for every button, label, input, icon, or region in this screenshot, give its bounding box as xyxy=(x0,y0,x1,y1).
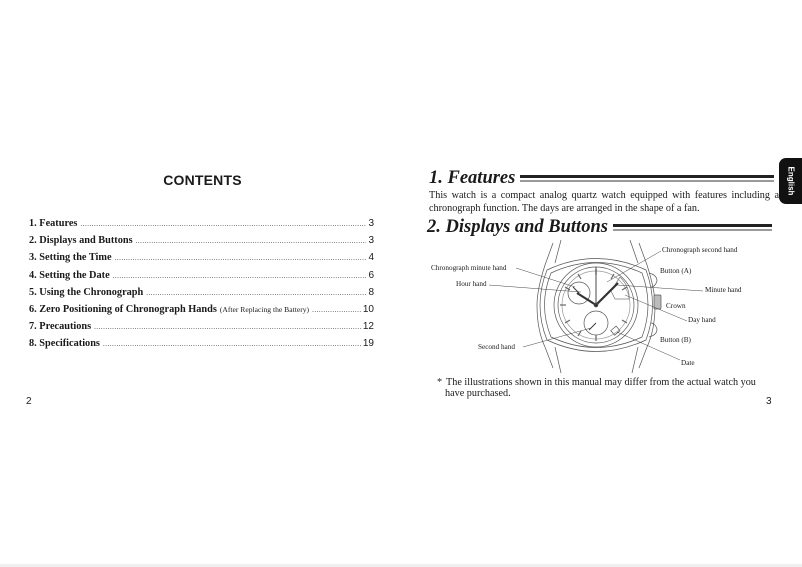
section-heading-features xyxy=(429,168,774,189)
toc-label: 1. Features xyxy=(29,218,78,229)
callout-minute-hand: Minute hand xyxy=(705,286,742,294)
heading-text: 2. Displays and Buttons xyxy=(427,217,608,237)
toc-page-number: 19 xyxy=(362,338,374,350)
contents-title: CONTENTS xyxy=(163,172,242,188)
toc-label: 4. Setting the Date xyxy=(29,269,110,281)
toc-entry-setting-the-date[interactable] xyxy=(29,270,374,287)
callout-button-a: Button (A) xyxy=(660,267,692,275)
toc-label: 7. Precautions xyxy=(29,321,92,333)
toc-entry-displays-and-buttons[interactable] xyxy=(29,235,374,252)
callout-date: Date xyxy=(681,359,695,367)
toc-leader-dots xyxy=(103,340,361,348)
toc-leader-dots xyxy=(146,289,366,297)
callout-chronograph-second-hand: Chronograph second hand xyxy=(662,246,738,254)
toc-page-number: 3 xyxy=(368,235,374,247)
toc-page-number: 10 xyxy=(362,303,374,315)
language-tab xyxy=(779,158,802,204)
toc-entry-setting-the-time[interactable] xyxy=(29,252,374,269)
toc-leader-dots xyxy=(113,272,367,280)
footnote-line-2: have purchased. xyxy=(445,388,511,399)
toc-label: 2. Displays and Buttons xyxy=(29,235,133,247)
toc-leader-dots xyxy=(94,323,361,331)
toc-label: 3. Setting the Time xyxy=(29,252,112,264)
page-number-left: 2 xyxy=(26,396,32,407)
toc-leader-dots xyxy=(115,254,367,262)
toc-label: 5. Using the Chronograph xyxy=(29,286,144,298)
toc-label: 6. Zero Positioning of Chronograph Hands xyxy=(29,303,217,315)
footnote-marker: * xyxy=(437,377,443,388)
callout-day-hand: Day hand xyxy=(688,316,716,324)
toc-page-number: 3 xyxy=(368,218,374,229)
heading-text: 1. Features xyxy=(429,168,516,188)
toc-entry-features[interactable] xyxy=(29,218,374,235)
watch-illustration-icon xyxy=(425,235,785,375)
footnote-line-1: The illustrations shown in this manual may differ from the actual watch you xyxy=(446,377,756,388)
toc-page-number: 4 xyxy=(368,252,374,264)
callout-hour-hand: Hour hand xyxy=(456,280,487,288)
callout-second-hand: Second hand xyxy=(478,343,515,351)
toc-page-number: 6 xyxy=(368,269,374,281)
toc-entry-zero-positioning[interactable] xyxy=(29,304,374,321)
heading-double-rule xyxy=(613,224,772,232)
toc-leader-dots xyxy=(80,220,366,228)
features-description: This watch is a compact analog quartz watch equipped with features including a chronograph function. The days are arranged in the shape of a fan. xyxy=(429,190,779,214)
toc-leader-dots xyxy=(136,237,367,245)
watch-diagram xyxy=(425,235,785,375)
page-number-right: 3 xyxy=(766,396,772,407)
toc-entry-precautions[interactable] xyxy=(29,321,374,338)
toc-label: 8. Specifications xyxy=(29,338,100,350)
heading-double-rule xyxy=(520,175,774,183)
callout-button-b: Button (B) xyxy=(660,336,691,344)
language-tab-label: English xyxy=(786,166,796,196)
callout-chronograph-minute-hand: Chronograph minute hand xyxy=(431,264,507,272)
table-of-contents xyxy=(29,218,374,356)
callout-crown: Crown xyxy=(666,302,686,310)
toc-page-number: 8 xyxy=(368,286,374,298)
toc-entry-using-the-chronograph[interactable] xyxy=(29,287,374,304)
illustration-footnote xyxy=(437,377,782,399)
toc-entry-specifications[interactable] xyxy=(29,338,374,355)
toc-leader-dots xyxy=(312,306,361,314)
toc-sublabel: (After Replacing the Battery) xyxy=(219,304,310,314)
toc-page-number: 12 xyxy=(362,321,374,333)
